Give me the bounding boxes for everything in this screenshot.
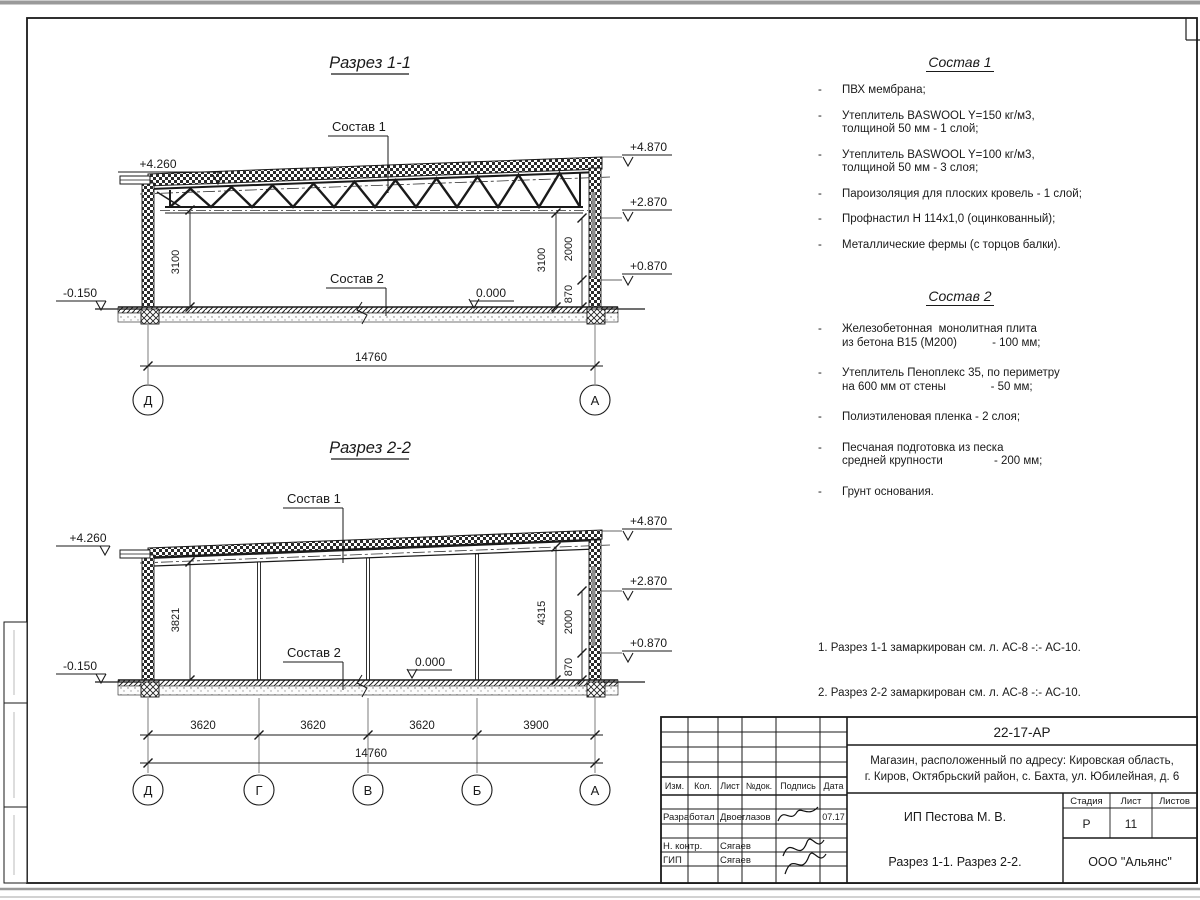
list-item: - Грунт основания. <box>788 486 1132 500</box>
list-item: - Полиэтиленовая пленка - 2 слоя; <box>788 411 1132 425</box>
list-item: - Утеплитель BASWOOL Y=100 кг/м3, толщиной 50 мм - 3 слоя; <box>788 149 1132 176</box>
s2-axis-4: Б <box>472 783 482 798</box>
s2-axis-2: Г <box>255 783 263 798</box>
s1-dim-right-height: 3100 <box>536 247 548 273</box>
tb-name-dvoeglazov: Двоеглазов <box>720 812 771 823</box>
s1-elev-left-top: +4.260 <box>139 157 177 171</box>
tb-project-title-line2: г. Киров, Октябрьский район, с. Бахта, ул. Юбилейная, д. 6 <box>864 771 1180 783</box>
s1-elev-floor: 0.000 <box>475 286 507 300</box>
tb-col-data: Дата <box>823 781 844 791</box>
list-item: - ПВХ мембрана; <box>788 84 1132 98</box>
tb-role-nkontr: Н. контр. <box>663 841 703 852</box>
left-wall <box>142 183 154 307</box>
list-item: - Песчаная подготовка из песка средней крупности - 200 мм; <box>788 442 1132 469</box>
s2-dim-span-4: 3900 <box>523 720 549 732</box>
s1-callout-sostav2: Состав 2 <box>330 271 384 286</box>
tb-sheet-label: Лист <box>1120 796 1142 807</box>
s2-dim-span-3: 3620 <box>409 720 435 732</box>
s1-axes-dims <box>133 325 610 415</box>
section-2-2 <box>56 439 672 805</box>
tb-stage-label: Стадия <box>1070 796 1103 807</box>
s2-elev-right-low: +0.870 <box>630 636 668 650</box>
s2-elev-right-top: +4.870 <box>630 514 668 528</box>
tb-project-title-line1: Магазин, расположенный по адресу: Кировская область, <box>870 755 1174 767</box>
sostav-2-title: Состав 2 <box>928 288 992 304</box>
tb-sheets-label: Листов <box>1159 796 1190 807</box>
section-2-title: Разрез 2-2 <box>329 439 411 457</box>
s1-elev-right-top: +4.870 <box>630 140 668 154</box>
tb-client: ИП Пестова М. В. <box>903 810 1007 824</box>
s2-dim-left-height: 3821 <box>170 607 182 633</box>
list-item: - Утеплитель Пеноплекс 35, по периметру на 600 мм от стены - 50 мм; <box>788 367 1132 394</box>
list-item: - Железобетонная монолитная плита из бетона В15 (М200) - 100 мм; <box>788 323 1132 350</box>
s2-vertical-dims <box>170 543 587 685</box>
tb-sheet-title: Разрез 1-1. Разрез 2-2. <box>888 855 1022 869</box>
tb-sheet-value: 11 <box>1124 817 1138 831</box>
s2-dim-span-2: 3620 <box>300 720 326 732</box>
tb-role-gip: ГИП <box>663 855 682 866</box>
s2-dim-right-height: 4315 <box>536 600 548 626</box>
note-line-2: 2. Разрез 2-2 замаркирован см. л. АС-8 -:- АС-10. <box>818 687 1081 699</box>
right-wall-column-2 <box>592 566 596 646</box>
s1-dim-left-height: 3100 <box>170 249 182 275</box>
s2-axes-dims <box>133 698 610 805</box>
interior-column-v <box>367 558 370 680</box>
list-item: - Профнастил Н 114х1,0 (оцинкованный); <box>788 213 1132 227</box>
tb-name-syagaev-2: Сягаев <box>720 855 751 866</box>
tb-col-kol: Кол. <box>694 781 712 791</box>
title-block <box>661 717 1197 883</box>
s1-elev-right-low: +0.870 <box>630 259 668 273</box>
section-1-title: Разрез 1-1 <box>329 54 411 72</box>
interior-column-b <box>476 554 479 680</box>
s1-callouts <box>326 119 388 324</box>
tb-col-izm: Изм. <box>664 781 685 791</box>
sostav-2-list <box>788 288 1132 499</box>
sostav-1-list <box>788 54 1132 252</box>
s2-callout-sostav2: Состав 2 <box>287 645 341 660</box>
s2-axis-5: А <box>590 783 600 798</box>
s2-dim-right-lower: 870 <box>563 657 575 677</box>
s2-callouts <box>283 491 367 697</box>
s1-axis-right: А <box>590 393 600 408</box>
s2-elev-right-mid: +2.870 <box>630 574 668 588</box>
s1-elev-right-mid: +2.870 <box>630 195 668 209</box>
s1-dim-right-lower: 870 <box>563 284 575 304</box>
interior-column-g <box>258 562 261 680</box>
s1-vertical-dims <box>170 206 587 312</box>
s2-dim-span-1: 3620 <box>190 720 216 732</box>
s1-dim-total: 14760 <box>355 352 387 364</box>
tb-stage-value: Р <box>1082 817 1091 831</box>
tb-col-ndok: №док. <box>745 781 773 791</box>
list-item: - Утеплитель BASWOOL Y=150 кг/м3, толщиной 50 мм - 1 слой; <box>788 110 1132 137</box>
floor-slab-2 <box>95 680 645 697</box>
sostav-1-title: Состав 1 <box>928 54 992 70</box>
left-attribute-boxes <box>4 622 27 883</box>
s1-axis-left: Д <box>143 393 153 408</box>
list-item: - Пароизоляция для плоских кровель - 1 слой; <box>788 188 1132 202</box>
left-wall-2 <box>142 555 154 680</box>
floor-slab <box>95 307 645 324</box>
s2-dim-right-upper: 2000 <box>563 609 575 635</box>
right-wall-column <box>592 192 596 278</box>
s2-elev-floor: 0.000 <box>414 655 446 669</box>
tb-name-syagaev-1: Сягаев <box>720 841 751 852</box>
tb-project-code: 22-17-АР <box>993 725 1051 740</box>
tb-role-razrabotal: Разработал <box>663 812 715 823</box>
section-1-1 <box>56 54 672 415</box>
notes <box>818 611 1081 716</box>
s1-dim-right-upper: 2000 <box>563 236 575 262</box>
s2-axis-3: В <box>363 783 373 798</box>
s2-axis-1: Д <box>143 783 153 798</box>
tb-col-list: Лист <box>720 781 740 791</box>
tb-company: ООО "Альянс" <box>1088 855 1172 869</box>
tb-date: 07.17 <box>822 812 845 822</box>
s2-elev-left-top: +4.260 <box>69 531 107 545</box>
s1-elev-left-bottom: -0.150 <box>62 286 98 300</box>
list-item: - Металлические фермы (с торцов балки). <box>788 239 1132 253</box>
note-line-1: 1. Разрез 1-1 замаркирован см. л. АС-8 -:- АС-10. <box>818 642 1081 654</box>
s2-callout-sostav1: Состав 1 <box>287 491 341 506</box>
s2-dim-total: 14760 <box>355 748 387 760</box>
tb-col-podpis: Подпись <box>780 781 816 791</box>
s1-callout-sostav1: Состав 1 <box>332 119 386 134</box>
s2-elev-left-bottom: -0.150 <box>62 659 98 673</box>
